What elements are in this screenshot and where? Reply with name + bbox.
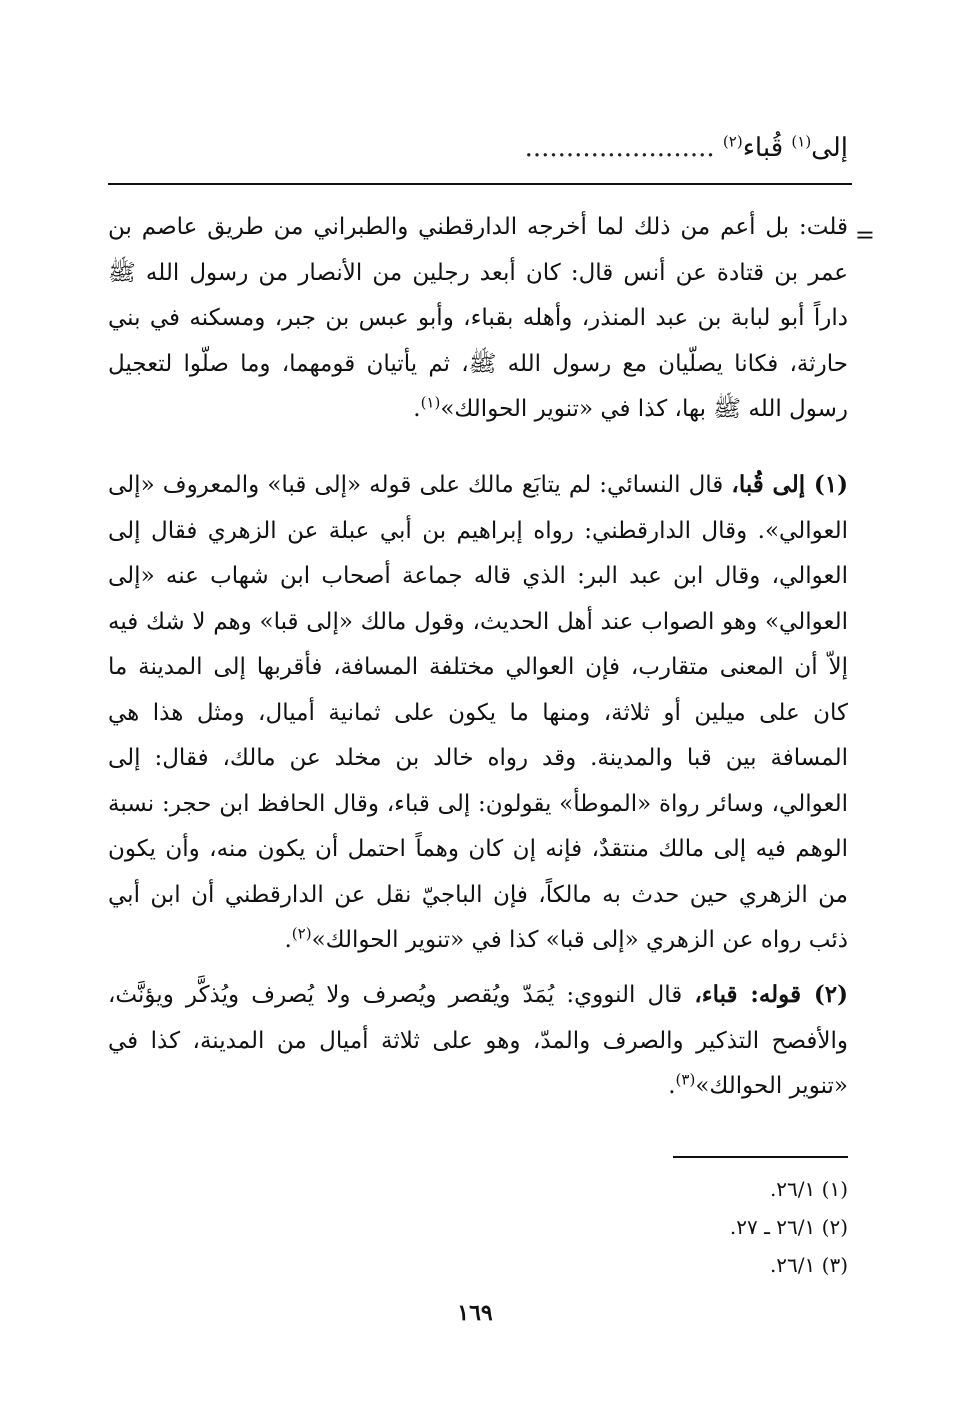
footnote-ref: (١) [420, 393, 441, 412]
paragraph-text: قال النسائي: لم يتابَع مالك على قوله «إلى قبا» والمعروف «إلى العوالي». وقال الدارقطني: رواه إبراهيم بن أبي عبلة عن الزهري فقال إلى العوالي، وقال ابن عبد البر: الذي قاله جماعة أصحاب ابن شهاب عنه «إلى العوالي» وهو الصواب عند أهل الحديث، وقول مالك «إلى قبا» وهم لا شك فيه إلاّ أن المعنى متقارب، فإن العوالي مختلفة المسافة، فأقربها إلى المدينة ما كان على ميلين أو ثلاثة، ومنها ما يكون على ثمانية أميال، ومثل هذا هي المسافة بين قبا والمدينة. وقد رواه خالد بن مخلد عن مالك، فقال: إلى العوالي، وسائر رواة «الموطأ» يقولون: إلى قباء، وقال الحافظ ابن حجر: نسبة الوهم فيه إلى مالك منتقدٌ، فإنه إن كان وهماً احتمل أن يكون منه، وأن يكون من الزهري حين حدث به مالكاً، فإن الباجيّ نقل عن الدارقطني أن ابن أبي ذئب رواه عن الزهري «إلى قبا» كذا في «تنوير الحوالك» [108, 472, 848, 953]
paragraph-end: . [284, 927, 292, 953]
header-title: إلى [811, 133, 848, 163]
header-dots: ....................... [524, 133, 715, 163]
header-rule [108, 183, 852, 185]
paragraph-text: قلت: بل أعم من ذلك لما أخرجه الدارقطني والطبراني من طريق عاصم بن عمر بن قتادة عن أنس قال: كان أبعد رجلين من الأنصار من رسول الله ﷺ داراً أبو لبابة بن عبد المنذر، وأهله بقباء، وأبو عبس بن جبر، ومسكنه في بني حارثة، فكانا يصلّيان مع رسول الله ﷺ، ثم يأتيان قومهما، وما صلّوا لتعجيل رسول الله ﷺ بها، كذا في «تنوير الحوالك» [108, 214, 848, 422]
footnote-ref: (٣) [675, 1070, 696, 1089]
continuation-mark: = [854, 221, 875, 249]
paragraph-label: (٢) قوله: قباء، [694, 981, 848, 1008]
running-header [103, 128, 848, 168]
header-ref-2: (٢) [722, 132, 743, 151]
footnotes [548, 1170, 848, 1284]
footnote-rule [673, 1156, 848, 1158]
footnote-item: (١) ٢٦/١. [769, 1177, 848, 1201]
paragraph-end: . [668, 1073, 676, 1099]
header-ref-1: (١) [791, 132, 812, 151]
footnote-item: (٣) ٢٦/١. [769, 1253, 848, 1277]
paragraph-end: . [413, 396, 421, 422]
paragraph-label: (١) إلى قُبا، [731, 471, 849, 498]
footnote-item: (٢) ٢٦/١ ـ ٢٧. [729, 1215, 848, 1239]
commentary-paragraph-1 [108, 205, 848, 433]
header-word: قُباء [742, 133, 784, 163]
page-number: ١٦٩ [457, 1300, 493, 1326]
commentary-paragraph-3 [108, 972, 848, 1110]
commentary-paragraph-2 [108, 462, 848, 964]
paragraph-text: قال النووي: يُمَدّ ويُقصر ويُصرف ولا يُصرف ويُذكَّر ويؤنَّث، والأفصح التذكير والصرف والمدّ، وهو على ثلاثة أميال من المدينة، كذا في «تنوير الحوالك» [108, 982, 848, 1099]
footnote-ref: (٢) [291, 924, 312, 943]
